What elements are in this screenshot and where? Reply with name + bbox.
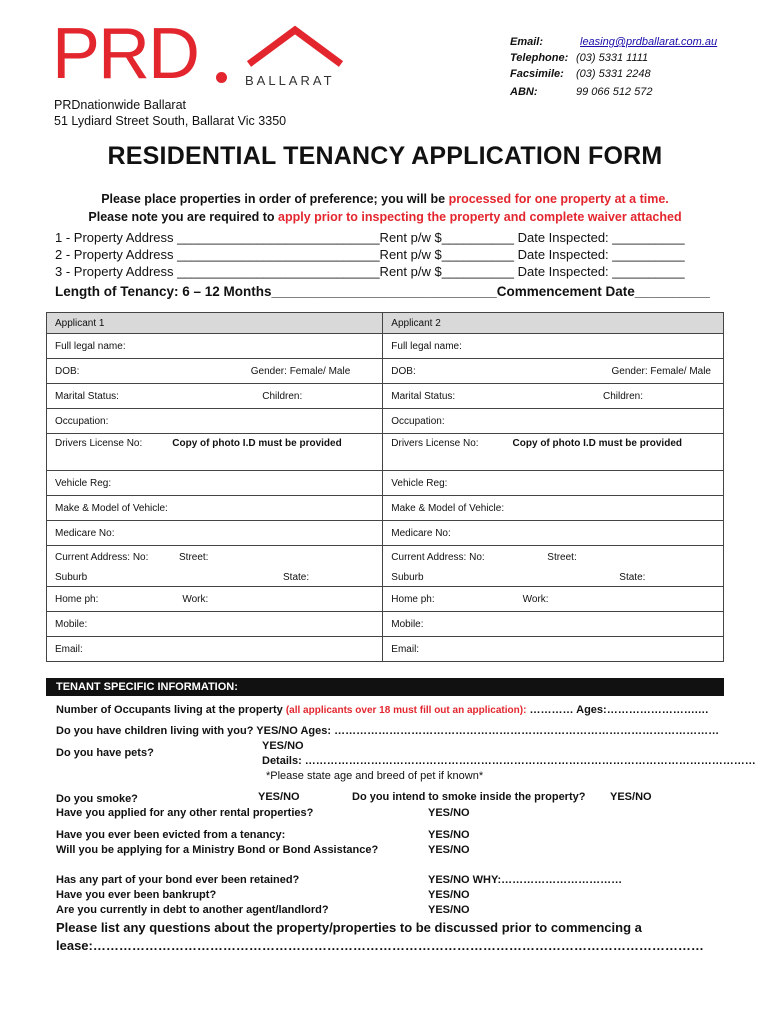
marital-label: Marital Status: xyxy=(391,390,456,402)
applicant-2-header: Applicant 2 xyxy=(383,313,724,334)
office-block xyxy=(54,97,286,129)
tenancy-length-line[interactable]: Length of Tenancy: 6 – 12 Months______________________________Commencement Date__________ xyxy=(55,284,710,299)
dob-label: DOB: xyxy=(55,365,80,377)
occupants-note: (all applicants over 18 must fill out an application): xyxy=(285,705,527,716)
a2-phones[interactable] xyxy=(383,587,724,612)
debt-question: Are you currently in debt to another agent/landlord? xyxy=(56,904,329,916)
logo-dot xyxy=(216,72,227,83)
prd-logo: PRD xyxy=(52,14,199,94)
questions-line-1: Please list any questions about the property/properties to be discussed prior to commencing a xyxy=(56,920,642,935)
applicant-1-header: Applicant 1 xyxy=(47,313,383,334)
children-question[interactable]: Do you have children living with you? YES/NO Ages: …………………………………………………………………………………………… xyxy=(56,725,720,737)
phone-label: Telephone: xyxy=(510,52,569,64)
a1-occupation[interactable]: Occupation: xyxy=(47,409,383,434)
evicted-yes-no[interactable]: YES/NO xyxy=(428,829,470,841)
street-label: Street: xyxy=(547,552,577,563)
rentals-question: Have you applied for any other rental properties? xyxy=(56,807,314,819)
suburb-label: Suburb xyxy=(55,572,88,583)
children-label: Children: xyxy=(602,390,643,402)
children-label: Children: xyxy=(262,390,303,402)
photo-id-note: Copy of photo I.D must be provided xyxy=(512,438,682,449)
phone-value: (03) 5331 1111 xyxy=(576,52,649,64)
a1-mobile[interactable]: Mobile: xyxy=(47,612,383,637)
street-label: Street: xyxy=(179,552,209,563)
a1-email[interactable]: Email: xyxy=(47,637,383,662)
state-label: State: xyxy=(283,572,310,583)
bond-question: Will you be applying for a Ministry Bond or Bond Assistance? xyxy=(56,844,379,856)
smoke-question: Do you smoke? xyxy=(56,793,138,805)
a2-mobile[interactable]: Mobile: xyxy=(383,612,724,637)
suburb-label: Suburb xyxy=(391,572,424,583)
pets-note: *Please state age and breed of pet if known* xyxy=(266,770,484,782)
a1-current-address[interactable] xyxy=(47,546,383,587)
a1-medicare[interactable]: Medicare No: xyxy=(47,521,383,546)
intro-2-text: Please note you are required to xyxy=(88,210,279,224)
a2-email[interactable]: Email: xyxy=(383,637,724,662)
retained-question: Has any part of your bond ever been retained? xyxy=(56,874,300,886)
marital-label: Marital Status: xyxy=(55,390,119,402)
a1-vehicle-reg[interactable]: Vehicle Reg: xyxy=(47,471,383,496)
intro-line-1 xyxy=(0,192,770,206)
smoke-yes-no[interactable]: YES/NO xyxy=(258,791,300,803)
a2-marital-children[interactable] xyxy=(383,384,724,409)
work-label: Work: xyxy=(522,593,549,605)
a2-current-address[interactable] xyxy=(383,546,724,587)
occupants-blank: ………… Ages:…………………….… xyxy=(526,704,709,716)
gender-label: Gender: Female/ Male xyxy=(611,365,711,377)
tenant-info-heading: TENANT SPECIFIC INFORMATION: xyxy=(46,678,724,696)
bankrupt-question: Have you ever been bankrupt? xyxy=(56,889,217,901)
email-label: Email: xyxy=(510,36,544,48)
a1-dob-gender[interactable] xyxy=(47,359,383,384)
office-address: 51 Lydiard Street South, Ballarat Vic 3350 xyxy=(54,114,287,128)
a1-phones[interactable] xyxy=(47,587,383,612)
retained-yes-no[interactable]: YES/NO WHY:…………………………… xyxy=(428,874,623,886)
questions-line-2[interactable]: lease:…………………………………………………………………………………………………………………………… xyxy=(56,938,704,953)
a1-make-model[interactable]: Make & Model of Vehicle: xyxy=(47,496,383,521)
pets-details[interactable]: Details: …………………………………………………………………………………………………………… xyxy=(262,755,756,767)
home-ph-label: Home ph: xyxy=(391,593,435,605)
fax-value: (03) 5331 2248 xyxy=(576,68,651,80)
abn-label: ABN: xyxy=(510,86,538,98)
logo-ballarat: BALLARAT xyxy=(245,73,335,88)
state-label: State: xyxy=(619,572,646,583)
current-address-label: Current Address: No: xyxy=(391,552,485,563)
a1-marital-children[interactable] xyxy=(47,384,383,409)
contact-block xyxy=(510,34,717,100)
intro-2-highlight: apply prior to inspecting the property and complete waiver attached xyxy=(278,210,682,224)
evicted-question: Have you ever been evicted from a tenancy: xyxy=(56,829,286,841)
a2-dob-gender[interactable] xyxy=(383,359,724,384)
current-address-label: Current Address: No: xyxy=(55,552,149,563)
photo-id-note: Copy of photo I.D must be provided xyxy=(172,438,342,449)
property-line-3[interactable]: 3 - Property Address ____________________________Rent p/w $__________ Date Inspected: __________ xyxy=(55,264,685,279)
gender-label: Gender: Female/ Male xyxy=(250,365,351,377)
pets-question: Do you have pets? xyxy=(56,747,154,759)
dob-label: DOB: xyxy=(391,365,416,377)
a1-license[interactable] xyxy=(47,434,383,471)
roof-logo-icon xyxy=(245,24,345,68)
bond-yes-no[interactable]: YES/NO xyxy=(428,844,470,856)
license-label: Drivers License No: xyxy=(55,438,143,449)
a2-medicare[interactable]: Medicare No: xyxy=(383,521,724,546)
a2-occupation[interactable]: Occupation: xyxy=(383,409,724,434)
property-line-2[interactable]: 2 - Property Address ____________________________Rent p/w $__________ Date Inspected: __________ xyxy=(55,247,685,262)
a2-full-name[interactable]: Full legal name: xyxy=(383,334,724,359)
smoke-inside-yes-no[interactable]: YES/NO xyxy=(610,791,652,803)
abn-value: 99 066 512 572 xyxy=(576,86,653,98)
rentals-yes-no[interactable]: YES/NO xyxy=(428,807,470,819)
a2-vehicle-reg[interactable]: Vehicle Reg: xyxy=(383,471,724,496)
a2-license[interactable] xyxy=(383,434,724,471)
home-ph-label: Home ph: xyxy=(55,593,99,605)
smoke-inside-question: Do you intend to smoke inside the property? xyxy=(352,791,586,803)
debt-yes-no[interactable]: YES/NO xyxy=(428,904,470,916)
intro-1-text: Please place properties in order of preference; you will be xyxy=(101,192,449,206)
license-label: Drivers License No: xyxy=(391,438,479,449)
office-name: PRDnationwide Ballarat xyxy=(54,98,187,112)
work-label: Work: xyxy=(182,593,209,605)
bankrupt-yes-no[interactable]: YES/NO xyxy=(428,889,470,901)
applicant-table xyxy=(46,312,724,662)
a1-full-name[interactable]: Full legal name: xyxy=(47,334,383,359)
intro-1-highlight: processed for one property at a time. xyxy=(448,192,669,206)
property-line-1[interactable]: 1 - Property Address ____________________________Rent p/w $__________ Date Inspected: __________ xyxy=(55,230,685,245)
a2-make-model[interactable]: Make & Model of Vehicle: xyxy=(383,496,724,521)
occupants-question[interactable] xyxy=(56,704,709,716)
pets-yes-no[interactable]: YES/NO xyxy=(262,740,304,752)
form-title: RESIDENTIAL TENANCY APPLICATION FORM xyxy=(107,142,663,170)
intro-line-2 xyxy=(0,210,770,224)
email-link[interactable]: leasing@prdballarat.com.au xyxy=(580,36,718,48)
occupants-text: Number of Occupants living at the property xyxy=(56,704,286,716)
fax-label: Facsimile: xyxy=(510,68,564,80)
